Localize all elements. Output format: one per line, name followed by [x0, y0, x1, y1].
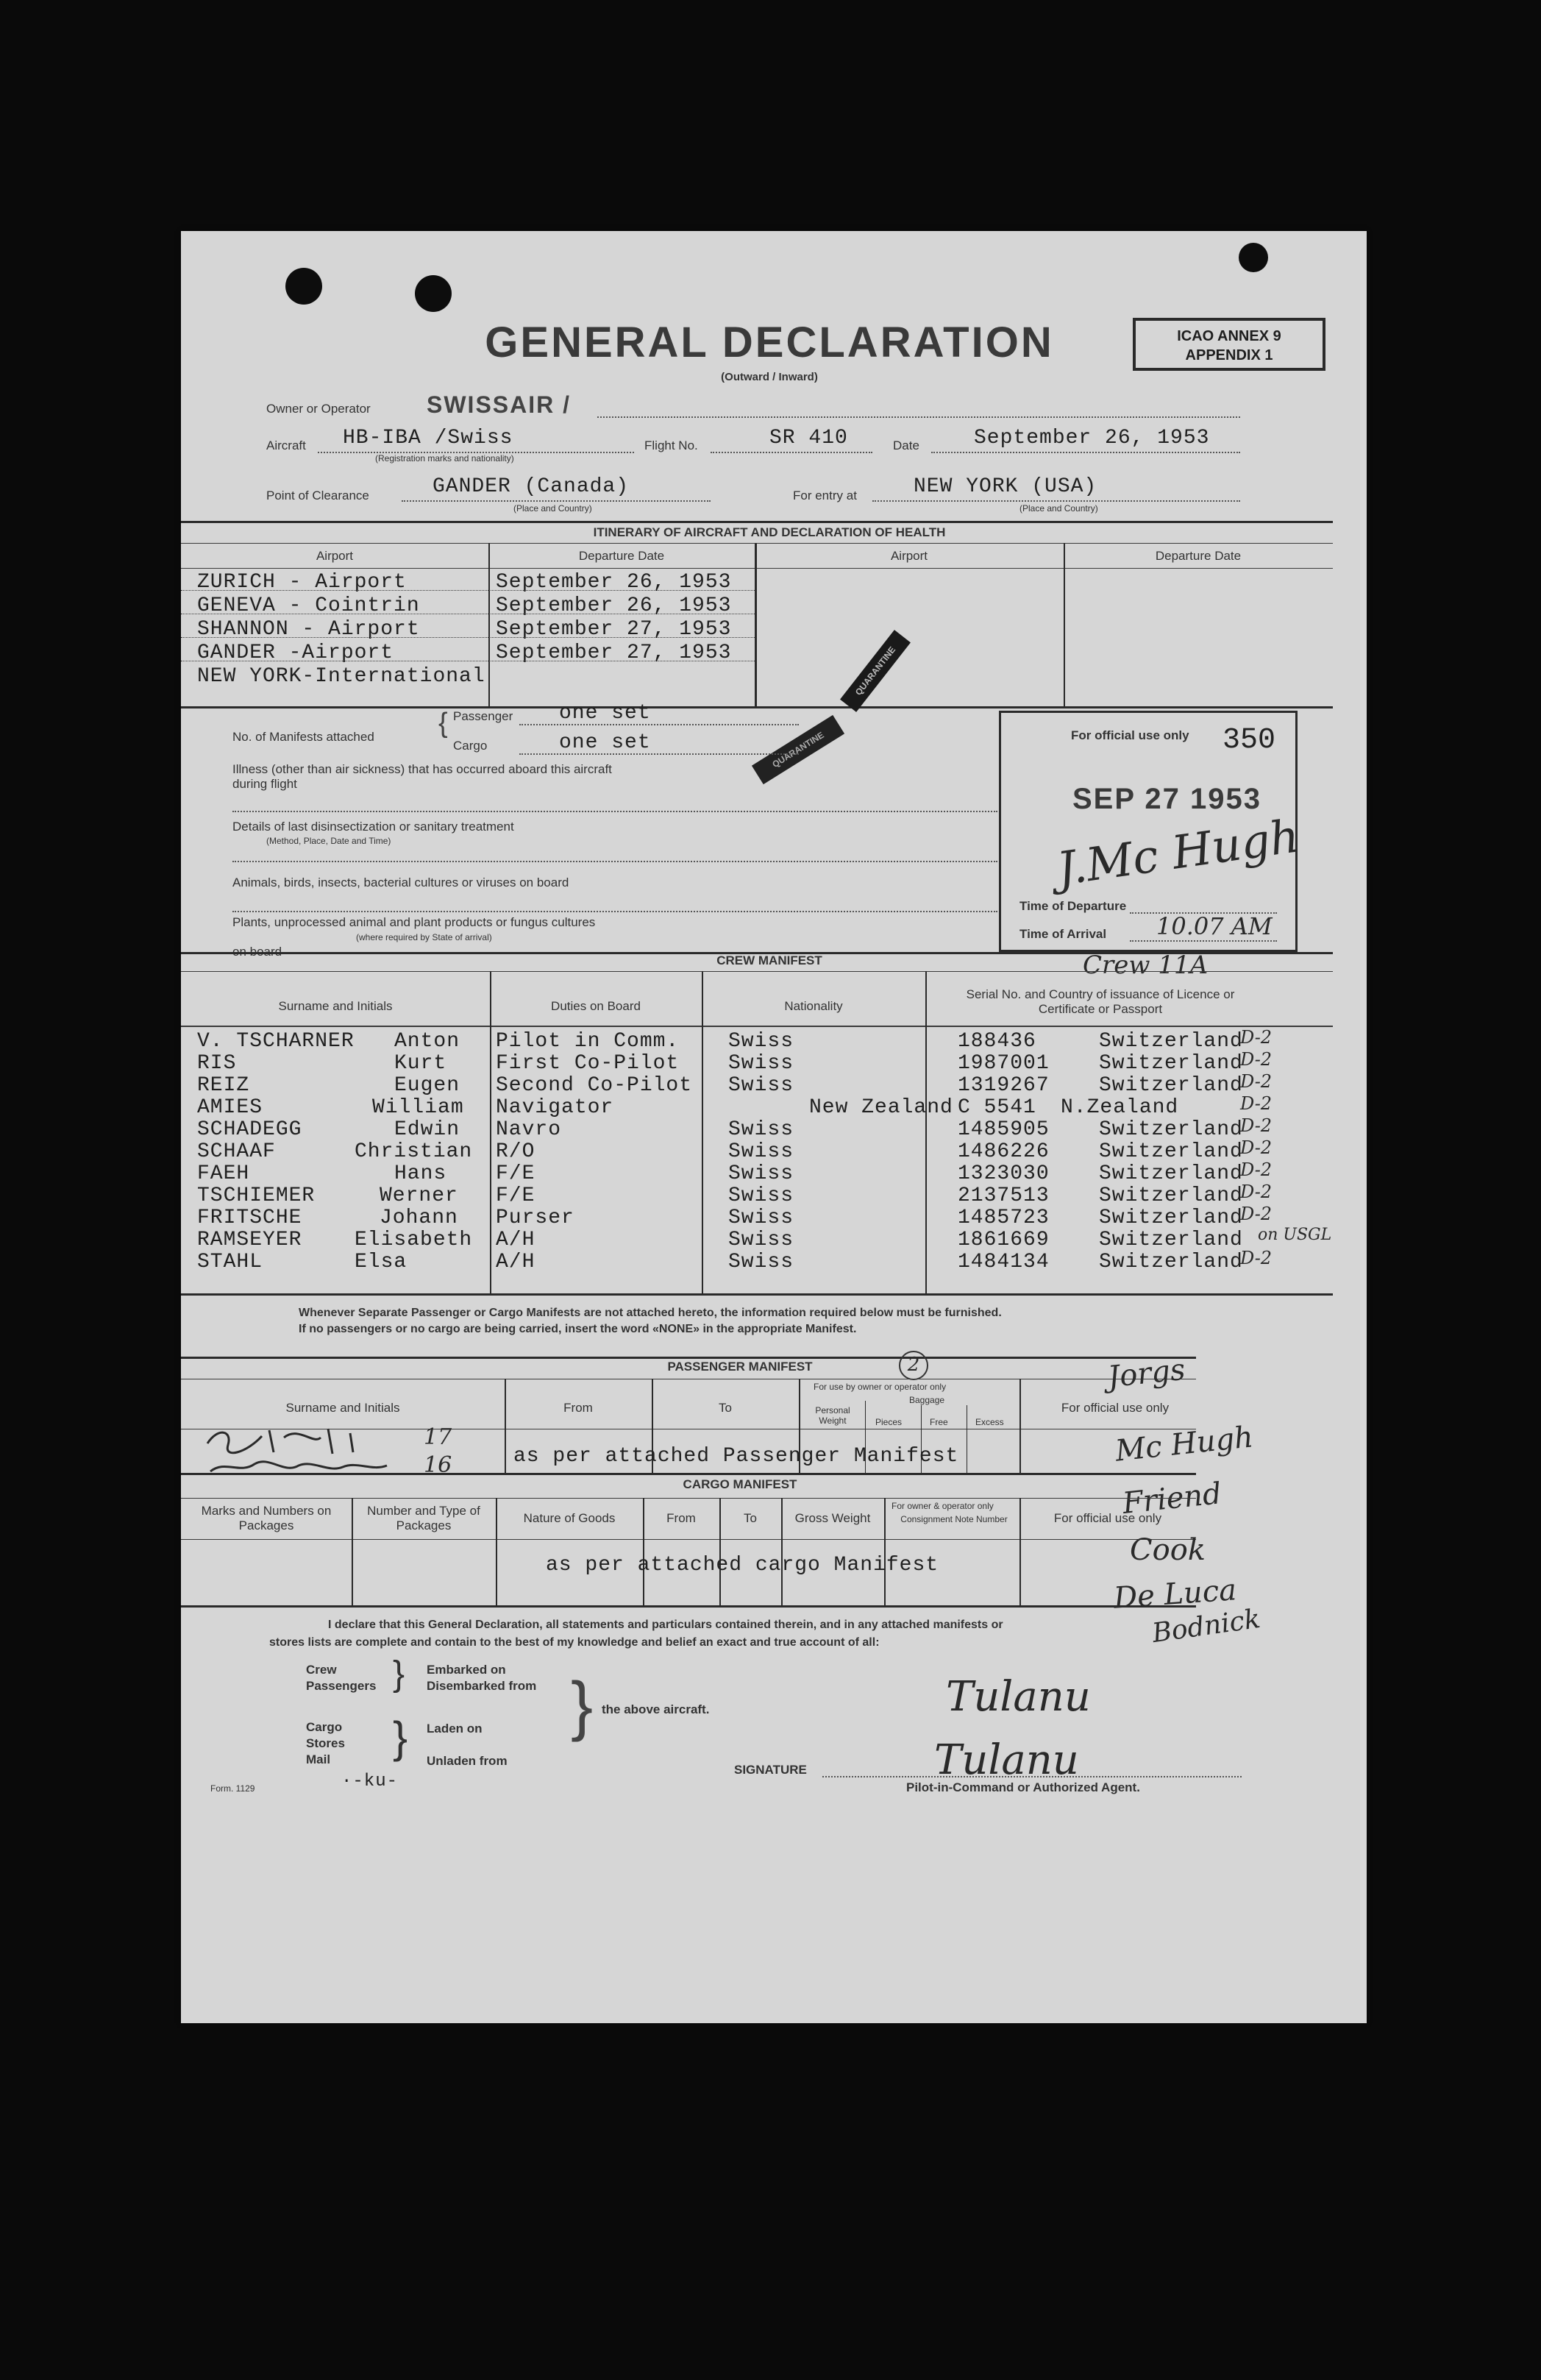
itinerary-bottom-rule: [181, 706, 1333, 708]
annex-line-2: APPENDIX 1: [1185, 347, 1273, 363]
crew-surname: RAMSEYER: [197, 1229, 302, 1251]
disinsection-note: (Method, Place, Date and Time): [266, 836, 391, 846]
pilot-signature-2: Tulanu: [934, 1736, 1079, 1784]
crew-mark: on USGL: [1258, 1226, 1332, 1244]
cargo-official-signature-2: De Luca: [1112, 1573, 1238, 1616]
crew-surname: FAEH: [197, 1162, 250, 1185]
crew-country: Switzerland: [1099, 1184, 1243, 1207]
crew-divider-1: [490, 971, 491, 1293]
decl-laden: Laden on: [427, 1722, 483, 1736]
entry-note: (Place and Country): [1019, 503, 1098, 514]
crew-given: Johann: [380, 1207, 458, 1229]
crew-surname: TSCHIEMER: [197, 1184, 316, 1207]
cargo-divider-1: [352, 1498, 353, 1605]
crew-nationality: Swiss: [728, 1140, 794, 1163]
signature-label: SIGNATURE: [734, 1763, 807, 1777]
illness-line: [232, 811, 997, 812]
itinerary-airport-4: GANDER -Airport: [197, 642, 394, 664]
passenger-owner-use: For use by owner or operator only: [814, 1382, 947, 1392]
owner-label: Owner or Operator: [266, 402, 371, 416]
form-number: Form. 1129: [210, 1783, 255, 1794]
crew-nationality: Swiss: [728, 1184, 794, 1207]
crew-country: Switzerland: [1099, 1207, 1243, 1229]
manifests-brace-icon: {: [438, 708, 448, 739]
official-use-label: For official use only: [1071, 728, 1189, 742]
crew-serial: 1987001: [958, 1052, 1050, 1075]
pilot-label: Pilot-in-Command or Authorized Agent.: [906, 1780, 1140, 1794]
crew-mark: D-2: [1240, 1071, 1273, 1092]
crew-mark: D-2: [1240, 1159, 1273, 1180]
decl-crew: Crew: [306, 1663, 337, 1677]
crew-given: Anton: [394, 1030, 460, 1053]
owner-line: [597, 416, 1240, 418]
cargo-title: CARGO MANIFEST: [683, 1477, 797, 1491]
crew-mark: D-2: [1240, 1115, 1273, 1136]
document-sheet: [181, 231, 1367, 2023]
crew-given: Kurt: [394, 1052, 447, 1075]
flight-line: [711, 452, 872, 453]
itinerary-col-airport: Airport: [316, 549, 354, 563]
departure-time-label: Time of Departure: [1019, 899, 1127, 913]
crew-duty: A/H: [496, 1251, 535, 1274]
official-number: 350: [1223, 724, 1276, 757]
crew-surname: STAHL: [197, 1251, 263, 1274]
clearance-value: GANDER (Canada): [433, 475, 630, 498]
crew-surname: V. TSCHARNER: [197, 1030, 355, 1053]
declaration-text-1: I declare that this General Declaration, all statements and particulars contained therein, and in any attached manifests or: [328, 1619, 1003, 1631]
animals-line: [232, 911, 997, 912]
passenger-col-weight: Personal Weight: [815, 1405, 850, 1426]
cargo-owner-use: For owner & operator only: [891, 1501, 994, 1511]
cargo-divider-6: [884, 1498, 886, 1605]
cargo-count-line: [519, 753, 799, 755]
decl-stores: Stores: [306, 1736, 345, 1750]
crew-duty: Pilot in Comm.: [496, 1030, 680, 1053]
passenger-col-from: From: [563, 1401, 593, 1415]
crew-serial: 188436: [958, 1030, 1036, 1053]
itinerary-airport-2: GENEVA - Cointrin: [197, 594, 420, 617]
cargo-title-rule: [181, 1498, 1196, 1499]
clearance-note: (Place and Country): [513, 503, 592, 514]
decl-cargo: Cargo: [306, 1720, 343, 1734]
passenger-count-line: [519, 724, 799, 725]
inspector-signature: J.Mc Hugh: [1053, 809, 1303, 896]
passenger-divider-7: [1019, 1379, 1021, 1473]
crew-mark: D-2: [1240, 1204, 1273, 1224]
crew-country: Switzerland: [1099, 1118, 1243, 1141]
decl-passengers: Passengers: [306, 1679, 377, 1693]
passenger-count-2: 16: [424, 1452, 452, 1478]
crew-divider-3: [925, 971, 927, 1293]
decl-unladen: Unladen from: [427, 1754, 508, 1768]
crew-nationality: Swiss: [728, 1052, 794, 1075]
crew-given: Hans: [394, 1162, 447, 1185]
aircraft-note: (Registration marks and nationality): [375, 453, 514, 463]
passenger-col-pieces: Pieces: [875, 1417, 903, 1427]
cargo-typed-note: as per attached cargo Manifest: [546, 1554, 939, 1577]
passenger-circled-number: 2: [899, 1351, 928, 1380]
punch-hole-center: [415, 275, 452, 312]
cargo-divider-2: [496, 1498, 497, 1605]
notice-line-1: Whenever Separate Passenger or Cargo Manifests are not attached hereto, the information required below must be furnished.: [299, 1307, 1002, 1319]
annex-line-1: ICAO ANNEX 9: [1177, 328, 1281, 344]
crew-duty: Navro: [496, 1118, 562, 1141]
itinerary-divider-1: [488, 543, 490, 706]
cargo-col-to: To: [744, 1511, 757, 1525]
crew-given: Elisabeth: [355, 1229, 473, 1251]
crew-country: Switzerland: [1099, 1074, 1243, 1097]
pilot-signature-1: Tulanu: [946, 1673, 1091, 1721]
itinerary-title-rule: [181, 543, 1333, 544]
cargo-divider-4: [719, 1498, 721, 1605]
manifests-label: No. of Manifests attached: [232, 730, 374, 744]
animals-label: Animals, birds, insects, bacterial cultures or viruses on board: [232, 875, 569, 889]
arrival-time-label: Time of Arrival: [1019, 927, 1107, 941]
notice-line-2: If no passengers or no cargo are being carried, insert the word «NONE» in the appropriate Manifest.: [299, 1323, 857, 1335]
disinsection-line: [232, 861, 997, 862]
crew-nationality: Swiss: [728, 1229, 794, 1251]
crew-surname: RIS: [197, 1052, 237, 1075]
cargo-col-from: From: [666, 1511, 696, 1525]
crew-mark: D-2: [1240, 1248, 1273, 1268]
itinerary-date-4: September 27, 1953: [496, 642, 732, 664]
crew-nationality: Swiss: [728, 1074, 794, 1097]
crew-duty: First Co-Pilot: [496, 1052, 680, 1075]
itinerary-airport-1: ZURICH - Airport: [197, 571, 407, 594]
itinerary-col-departure: Departure Date: [578, 549, 665, 563]
itinerary-col-airport-2: Airport: [890, 549, 928, 563]
crew-col-name: Surname and Initials: [278, 999, 393, 1013]
crew-divider-2: [702, 971, 703, 1293]
itinerary-date-3: September 27, 1953: [496, 618, 732, 641]
entry-value: NEW YORK (USA): [914, 475, 1097, 498]
crew-duty: A/H: [496, 1229, 535, 1251]
decl-embarked: Embarked on: [427, 1663, 506, 1677]
clearance-line: [402, 500, 711, 502]
page-title: GENERAL DECLARATION: [485, 319, 1054, 366]
crew-duty: Navigator: [496, 1096, 614, 1119]
crew-header-rule: [181, 1026, 1333, 1027]
typist-initials: ·-ku-: [341, 1772, 399, 1791]
itinerary-title: ITINERARY OF AIRCRAFT AND DECLARATION OF HEALTH: [593, 525, 946, 539]
passenger-typed-note: as per attached Passenger Manifest: [513, 1445, 959, 1468]
crew-serial: 1861669: [958, 1229, 1050, 1251]
itinerary-top-rule: [181, 521, 1333, 523]
crew-surname: SCHAAF: [197, 1140, 276, 1163]
crew-nationality: Swiss: [728, 1251, 794, 1274]
passenger-baggage: Baggage: [909, 1395, 945, 1405]
itinerary-row-rule-3: [181, 637, 755, 638]
decl-disembarked: Disembarked from: [427, 1679, 537, 1693]
crew-country: Switzerland: [1099, 1030, 1243, 1053]
crew-nationality: Swiss: [728, 1162, 794, 1185]
punch-hole-right: [1239, 243, 1268, 272]
cargo-col-nature: Nature of Goods: [523, 1511, 616, 1525]
entry-label: For entry at: [793, 489, 857, 502]
crew-mark: D-2: [1240, 1182, 1273, 1202]
cargo-divider-5: [781, 1498, 783, 1605]
crew-title: CREW MANIFEST: [716, 953, 822, 967]
crew-nationality: Swiss: [728, 1118, 794, 1141]
flight-value: SR 410: [769, 427, 848, 450]
crew-surname: SCHADEGG: [197, 1118, 302, 1141]
passenger-divider-1: [505, 1379, 506, 1473]
crew-nationality: Swiss: [728, 1030, 794, 1053]
crew-serial: 1486226: [958, 1140, 1050, 1163]
arrival-date-stamp: SEP 27 1953: [1072, 783, 1262, 815]
crew-mark: D-2: [1240, 1137, 1273, 1158]
itinerary-row-rule-1: [181, 590, 755, 591]
crew-annotation: Crew 11A: [1083, 951, 1209, 980]
declaration-text-2: stores lists are complete and contain to the best of my knowledge and belief an exact and true account of all:: [269, 1636, 880, 1649]
arrival-time-line: [1130, 940, 1277, 942]
itinerary-date-2: September 26, 1953: [496, 594, 732, 617]
date-line: [931, 452, 1240, 453]
crew-serial: 1484134: [958, 1251, 1050, 1274]
crew-mark: D-2: [1240, 1027, 1273, 1048]
crew-surname: REIZ: [197, 1074, 250, 1097]
passenger-official-signature-1: Jorgs: [1106, 1352, 1187, 1395]
page-subtitle: (Outward / Inward): [721, 371, 818, 383]
crew-serial: 1319267: [958, 1074, 1050, 1097]
decl-above-aircraft: the above aircraft.: [602, 1702, 710, 1716]
crew-country: N.Zealand: [1061, 1096, 1179, 1119]
crew-country: Switzerland: [1099, 1251, 1243, 1274]
crew-country: Switzerland: [1099, 1229, 1243, 1251]
plants-tail: on board: [232, 945, 282, 959]
passenger-official-signature-3: Friend: [1120, 1477, 1223, 1521]
crew-serial: C 5541: [958, 1096, 1036, 1119]
cargo-consignment: Consignment Note Number: [900, 1514, 1008, 1524]
clearance-label: Point of Clearance: [266, 489, 369, 502]
cargo-count-value: one set: [559, 731, 651, 754]
crew-col-serial: Serial No. and Country of issuance of Licence or Certificate or Passport: [966, 987, 1235, 1016]
cargo-divider-7: [1019, 1498, 1021, 1605]
entry-line: [872, 500, 1240, 502]
passenger-col-free: Free: [930, 1417, 948, 1427]
cargo-top-rule: [181, 1473, 1196, 1475]
crew-country: Switzerland: [1099, 1162, 1243, 1185]
aircraft-label: Aircraft: [266, 438, 306, 452]
crew-given: Werner: [380, 1184, 458, 1207]
aircraft-value: HB-IBA /Swiss: [343, 427, 513, 450]
crew-serial: 1323030: [958, 1162, 1050, 1185]
crew-col-duties: Duties on Board: [551, 999, 641, 1013]
annex-box: [1133, 318, 1325, 371]
crew-serial: 1485905: [958, 1118, 1050, 1141]
crew-nationality: Swiss: [728, 1207, 794, 1229]
crew-mark: D-2: [1240, 1049, 1273, 1070]
quarantine-stamp-2: QUARANTINE: [752, 715, 844, 784]
cargo-official-use: For official use only: [1053, 1511, 1162, 1525]
cargo-divider-3: [643, 1498, 644, 1605]
crew-duty: F/E: [496, 1184, 535, 1207]
cargo-bottom-rule: [181, 1605, 1196, 1608]
cargo-col-number: Number and Type of Packages: [367, 1504, 480, 1532]
date-label: Date: [893, 438, 919, 452]
crew-given: William: [372, 1096, 464, 1119]
decl-mail: Mail: [306, 1752, 331, 1766]
passenger-col-excess: Excess: [975, 1417, 1004, 1427]
passenger-col-to: To: [719, 1401, 732, 1415]
crew-title-rule: [181, 971, 1333, 972]
crew-given: Christian: [355, 1140, 473, 1163]
cargo-official-signature-3: Bodnick: [1150, 1603, 1262, 1649]
itinerary-airport-5: NEW YORK-International: [197, 665, 485, 688]
itinerary-date-1: September 26, 1953: [496, 571, 732, 594]
crew-nationality: New Zealand: [809, 1096, 953, 1119]
crew-country: Switzerland: [1099, 1140, 1243, 1163]
crew-given: Eugen: [394, 1074, 460, 1097]
crew-serial: 2137513: [958, 1184, 1050, 1207]
disinsection-label: Details of last disinsectization or sanitary treatment: [232, 820, 514, 834]
passenger-top-rule: [181, 1357, 1196, 1359]
punch-hole-left: [285, 268, 322, 305]
flight-label: Flight No.: [644, 438, 698, 452]
crew-given: Edwin: [394, 1118, 460, 1141]
arrival-time-value: 10.07 AM: [1156, 912, 1273, 940]
passenger-title: PASSENGER MANIFEST: [667, 1360, 813, 1374]
passenger-official-use: For official use only: [1061, 1401, 1170, 1415]
itinerary-airport-3: SHANNON - Airport: [197, 618, 420, 641]
plants-label: Plants, unprocessed animal and plant products or fungus cultures: [232, 915, 596, 929]
decl-brace-icon-1: }: [393, 1655, 405, 1694]
itinerary-header-rule: [181, 568, 1333, 569]
crew-duty: Purser: [496, 1207, 574, 1229]
passenger-col-name: Surname and Initials: [285, 1401, 400, 1415]
crew-surname: FRITSCHE: [197, 1207, 302, 1229]
crew-surname: AMIES: [197, 1096, 263, 1119]
cargo-official-signature-1: Cook: [1130, 1533, 1206, 1567]
passenger-count-label: Passenger: [453, 709, 513, 723]
passenger-official-signature-2: Mc Hugh: [1114, 1420, 1255, 1468]
passenger-count-1: 17: [424, 1424, 452, 1450]
cargo-count-label: Cargo: [453, 739, 488, 753]
passenger-count-value: one set: [559, 702, 651, 725]
crew-mark: D-2: [1240, 1093, 1273, 1114]
cargo-col-marks: Marks and Numbers on Packages: [201, 1504, 332, 1532]
crew-serial: 1485723: [958, 1207, 1050, 1229]
crew-duty: R/O: [496, 1140, 535, 1163]
owner-value: SWISSAIR /: [427, 391, 572, 418]
crew-col-nationality: Nationality: [784, 999, 843, 1013]
crew-given: Elsa: [355, 1251, 408, 1274]
crew-duty: Second Co-Pilot: [496, 1074, 693, 1097]
itinerary-divider-3: [1064, 543, 1065, 706]
cargo-col-weight: Gross Weight: [794, 1511, 871, 1525]
itinerary-divider-2: [755, 543, 757, 706]
illness-label: Illness (other than air sickness) that has occurred aboard this aircraft during flight: [232, 762, 612, 791]
cargo-header-rule: [181, 1539, 1196, 1540]
crew-bottom-rule: [181, 1293, 1333, 1296]
quarantine-stamp: QUARANTINE: [840, 630, 911, 712]
decl-brace-icon-3: }: [571, 1669, 594, 1743]
crew-country: Switzerland: [1099, 1052, 1243, 1075]
crew-duty: F/E: [496, 1162, 535, 1185]
date-value: September 26, 1953: [974, 427, 1210, 450]
itinerary-col-departure-2: Departure Date: [1155, 549, 1242, 563]
decl-brace-icon-2: }: [393, 1713, 408, 1762]
plants-note: (where required by State of arrival): [356, 932, 492, 942]
